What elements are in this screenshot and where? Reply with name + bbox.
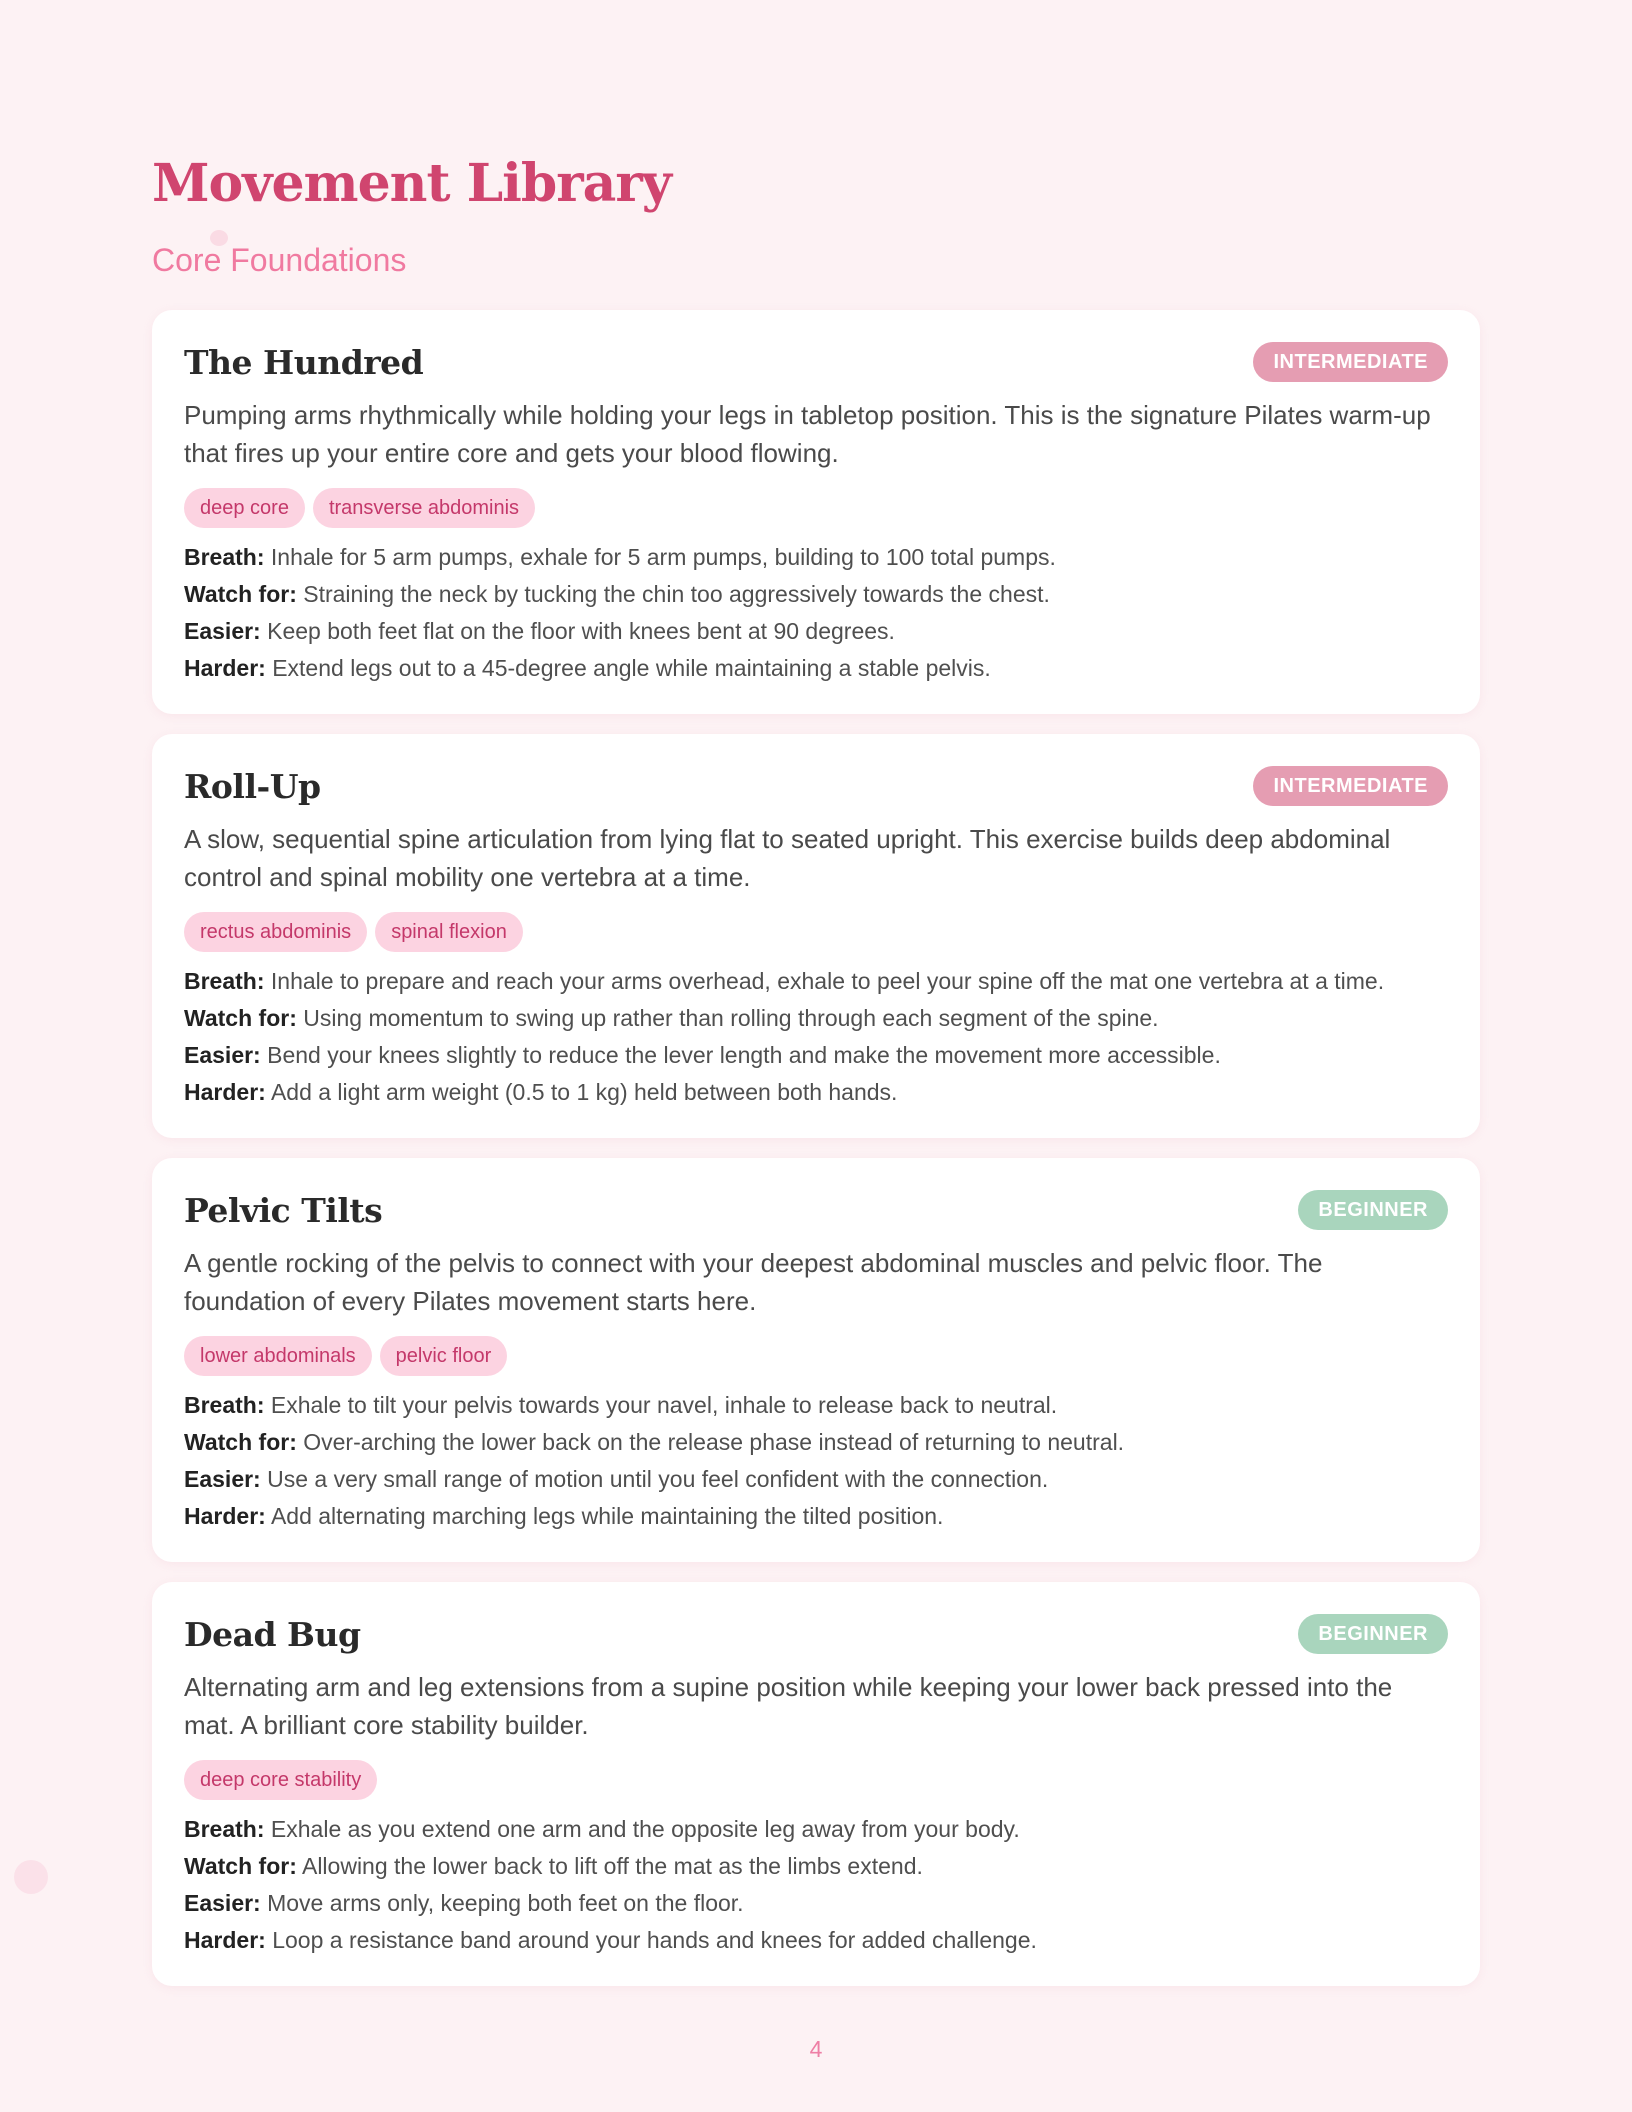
level-badge: INTERMEDIATE [1253,766,1448,806]
watch-note [184,1425,1448,1459]
note-text: Straining the neck by tucking the chin too aggressively towards the chest. [303,581,1050,607]
note-label: Harder: [184,655,266,681]
card-header [184,1188,1448,1232]
exercise-card-pelvic-tilts [152,1158,1480,1562]
exercise-notes [184,540,1448,685]
card-header [184,764,1448,808]
note-text: Use a very small range of motion until you feel confident with the connection. [267,1466,1049,1492]
exercise-description: Pumping arms rhythmically while holding your legs in tabletop position. This is the signature Pilates warm-up that fires up your entire core and gets your blood flowing. [184,400,1431,468]
note-label: Harder: [184,1503,266,1529]
muscle-tag: deep core [184,488,305,528]
watch-note [184,577,1448,611]
watch-note [184,1001,1448,1035]
muscle-tag: lower abdominals [184,1336,372,1376]
breath-note [184,1388,1448,1422]
muscle-tag: rectus abdominis [184,912,367,952]
exercise-notes [184,964,1448,1109]
note-label: Breath: [184,1392,265,1418]
exercise-card-the-hundred [152,310,1480,714]
note-label: Easier: [184,1042,261,1068]
exercise-title: Pelvic Tilts [184,1190,383,1230]
note-label: Harder: [184,1079,266,1105]
note-label: Watch for: [184,1005,297,1031]
note-label: Watch for: [184,581,297,607]
exercise-title: Dead Bug [184,1614,361,1654]
muscle-tags [184,488,1448,528]
note-text: Allowing the lower back to lift off the mat as the limbs extend. [301,1853,923,1879]
note-label: Breath: [184,968,265,994]
muscle-tag: spinal flexion [375,912,523,952]
easier-note [184,614,1448,648]
note-text: Using momentum to swing up rather than rolling through each segment of the spine. [303,1005,1159,1031]
note-text: Inhale to prepare and reach your arms overhead, exhale to peel your spine off the mat one vertebra at a time. [270,968,1385,994]
card-header [184,340,1448,384]
note-label: Watch for: [184,1429,297,1455]
exercise-description: Alternating arm and leg extensions from a supine position while keeping your lower back pressed into the mat. A brilliant core stability builder. [184,1672,1393,1740]
breath-note [184,540,1448,574]
level-badge: BEGINNER [1298,1614,1448,1654]
easier-note [184,1038,1448,1072]
note-text: Over-arching the lower back on the release phase instead of returning to neutral. [303,1429,1125,1455]
note-text: Exhale as you extend one arm and the opposite leg away from your body. [270,1816,1020,1842]
harder-note [184,1075,1448,1109]
note-label: Easier: [184,1890,261,1916]
muscle-tag: transverse abdominis [313,488,535,528]
note-text: Loop a resistance band around your hands and knees for added challenge. [272,1927,1037,1953]
breath-note [184,1812,1448,1846]
level-badge: BEGINNER [1298,1190,1448,1230]
note-text: Add alternating marching legs while maintaining the tilted position. [270,1503,944,1529]
exercise-list [152,310,1480,1986]
note-label: Easier: [184,1466,261,1492]
exercise-notes [184,1812,1448,1957]
card-header [184,1612,1448,1656]
muscle-tag: deep core stability [184,1760,377,1800]
note-label: Breath: [184,544,265,570]
note-text: Keep both feet flat on the floor with knees bent at 90 degrees. [267,618,895,644]
muscle-tag: pelvic floor [380,1336,508,1376]
note-label: Harder: [184,1927,266,1953]
watch-note [184,1849,1448,1883]
breath-note [184,964,1448,998]
page-title: Movement Library [152,153,671,214]
exercise-card-roll-up [152,734,1480,1138]
harder-note [184,1923,1448,1957]
note-text: Bend your knees slightly to reduce the lever length and make the movement more accessible. [267,1042,1221,1068]
note-text: Add a light arm weight (0.5 to 1 kg) held between both hands. [270,1079,898,1105]
muscle-tags [184,912,1448,952]
note-text: Move arms only, keeping both feet on the floor. [267,1890,744,1916]
easier-note [184,1886,1448,1920]
exercise-title: Roll-Up [184,766,321,806]
note-text: Inhale for 5 arm pumps, exhale for 5 arm pumps, building to 100 total pumps. [270,544,1056,570]
page-content [152,150,1480,2006]
note-label: Breath: [184,1816,265,1842]
note-text: Exhale to tilt your pelvis towards your navel, inhale to release back to neutral. [270,1392,1058,1418]
decorative-dot [14,1860,48,1894]
exercise-card-dead-bug [152,1582,1480,1986]
muscle-tags [184,1336,1448,1376]
note-label: Watch for: [184,1853,297,1879]
easier-note [184,1462,1448,1496]
note-text: Extend legs out to a 45-degree angle while maintaining a stable pelvis. [272,655,991,681]
page-number: 4 [809,2036,823,2062]
note-label: Easier: [184,618,261,644]
exercise-notes [184,1388,1448,1533]
exercise-title: The Hundred [184,342,424,382]
exercise-description: A slow, sequential spine articulation from lying flat to seated upright. This exercise builds deep abdominal control and spinal mobility one vertebra at a time. [184,824,1391,892]
section-subtitle: Core Foundations [152,242,407,278]
exercise-description: A gentle rocking of the pelvis to connect with your deepest abdominal muscles and pelvic floor. The foundation of every Pilates movement starts here. [184,1248,1323,1316]
harder-note [184,651,1448,685]
level-badge: INTERMEDIATE [1253,342,1448,382]
harder-note [184,1499,1448,1533]
muscle-tags [184,1760,1448,1800]
